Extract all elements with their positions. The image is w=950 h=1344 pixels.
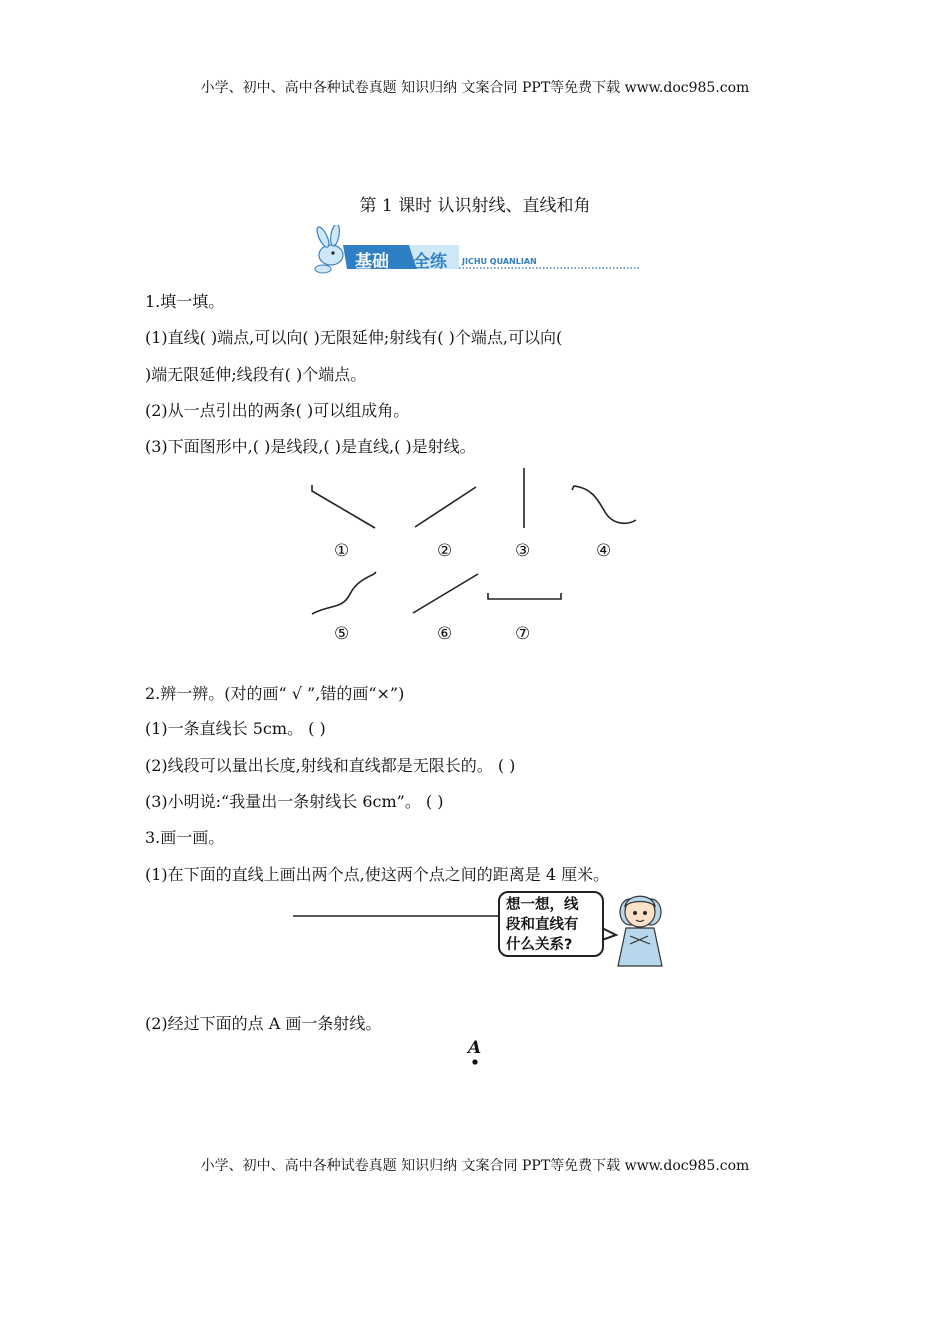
point-a-dot bbox=[470, 1057, 480, 1067]
speech-line-3: 什么关系? bbox=[506, 937, 573, 953]
q2-part2: (2)线段可以量出长度,射线和直线都是无限长的。 ( ) bbox=[145, 756, 516, 775]
point-a-label: A bbox=[468, 1038, 482, 1058]
speech-line-1: 想一想，线 bbox=[506, 897, 579, 913]
q1-heading: 1.填一填。 bbox=[145, 292, 225, 311]
figure-label-7: ⑦ bbox=[515, 624, 531, 644]
speech-line-2: 段和直线有 bbox=[506, 917, 579, 933]
figure-label-5: ⑤ bbox=[334, 624, 350, 644]
page-footer: 小学、初中、高中各种试卷真题 知识归纳 文案合同 PPT等免费下载 www.doc985.com bbox=[200, 1158, 750, 1174]
q2-heading: 2.辨一辨。(对的画“ √ ”,错的画“×”) bbox=[145, 684, 405, 703]
banner-text: 基础 bbox=[355, 252, 389, 272]
lesson-title: 第 1 课时 认识射线、直线和角 bbox=[359, 196, 591, 216]
banner-text-2: 全练 bbox=[413, 252, 447, 272]
figure-label-4: ④ bbox=[596, 541, 612, 561]
q1-part2: (2)从一点引出的两条( )可以组成角。 bbox=[145, 401, 410, 420]
q2-part1: (1)一条直线长 5cm。 ( ) bbox=[145, 719, 326, 738]
page-header: 小学、初中、高中各种试卷真题 知识归纳 文案合同 PPT等免费下载 www.doc985.com bbox=[200, 80, 750, 96]
q3-heading: 3.画一画。 bbox=[145, 828, 225, 847]
girl-icon bbox=[618, 896, 662, 966]
q3-part1: (1)在下面的直线上画出两个点,使这两个点之间的距离是 4 厘米。 bbox=[145, 865, 610, 884]
banner-pinyin: JICHU QUANLIAN bbox=[462, 257, 537, 266]
speech-bubble bbox=[498, 891, 604, 957]
q2-part3: (3)小明说:“我量出一条射线长 6cm”。 ( ) bbox=[145, 792, 444, 811]
figure-label-1: ① bbox=[334, 541, 350, 561]
figure-label-2: ② bbox=[437, 541, 453, 561]
figure-label-6: ⑥ bbox=[437, 624, 453, 644]
figure-label-3: ③ bbox=[515, 541, 531, 561]
q1-part1-a: (1)直线( )端点,可以向( )无限延伸;射线有( )个端点,可以向( bbox=[145, 328, 563, 347]
q1-part1-b: )端无限延伸;线段有( )个端点。 bbox=[145, 365, 367, 384]
q1-part3: (3)下面图形中,( )是线段,( )是直线,( )是射线。 bbox=[145, 437, 476, 456]
q3-part2: (2)经过下面的点 A 画一条射线。 bbox=[145, 1014, 382, 1033]
